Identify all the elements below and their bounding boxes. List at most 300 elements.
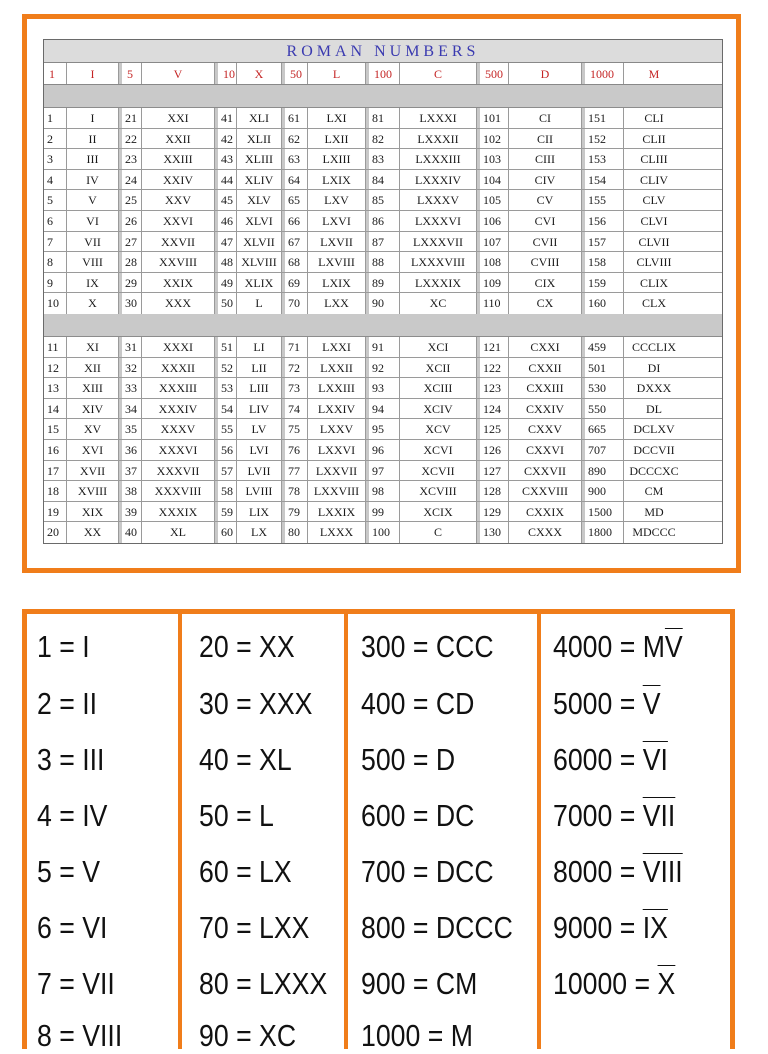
roman-numeral-cell: LXXXVII — [400, 232, 477, 252]
overlined-roman-numeral: $\overline{VII}$ — [642, 798, 676, 833]
conversion-column-4 — [553, 614, 733, 1049]
roman-numeral: LXXX — [259, 966, 328, 1001]
section-divider — [44, 314, 722, 337]
conversion-item — [37, 854, 100, 890]
roman-numeral-cell: DCLXV — [633, 422, 675, 437]
roman-numeral-cell: CXXV — [509, 419, 582, 439]
roman-numeral-cell: CXXX — [509, 522, 582, 543]
number-cell: 121 — [477, 337, 509, 357]
table-header-row — [44, 63, 722, 85]
roman-numeral-cell: XL — [142, 522, 215, 543]
number-cell: 9 — [44, 273, 67, 293]
arabic-number: 90 — [199, 1018, 229, 1053]
number-cell: 81 — [366, 108, 400, 128]
number-cell: 83 — [366, 149, 400, 169]
roman-numeral-cell: XCV — [400, 419, 477, 439]
roman-numeral-cell: CXXVI — [509, 440, 582, 460]
number-cell: 94 — [366, 399, 400, 419]
arabic-number: 3 — [37, 742, 52, 777]
number-cell: 665 — [582, 419, 624, 439]
number-cell: 890 — [582, 461, 624, 481]
table-section-1 — [44, 108, 722, 314]
arabic-number: 5000 — [553, 686, 613, 721]
header-number: 500 — [477, 63, 509, 84]
conversion-item — [361, 686, 474, 722]
roman-numeral-cell: XI — [67, 337, 119, 357]
roman-numeral-cell: XXVII — [142, 232, 215, 252]
number-cell: 21 — [119, 108, 142, 128]
number-cell: 16 — [44, 440, 67, 460]
table-row — [44, 252, 722, 273]
arabic-number: 500 — [361, 742, 406, 777]
number-cell: 109 — [477, 273, 509, 293]
conversion-item — [199, 798, 274, 834]
roman-numeral: XXX — [259, 686, 313, 721]
number-cell: 98 — [366, 481, 400, 501]
equals-sign: = — [612, 910, 643, 945]
table-row — [44, 273, 722, 294]
arabic-number: 2 — [37, 686, 52, 721]
number-cell: 85 — [366, 190, 400, 210]
conversion-item — [361, 910, 513, 946]
conversion-item — [199, 686, 312, 722]
table-row — [44, 419, 722, 440]
roman-numeral-cell: IX — [67, 273, 119, 293]
number-cell: 1800 — [582, 522, 624, 543]
number-cell: 15 — [44, 419, 67, 439]
roman-numeral-cell: LXXXIX — [400, 273, 477, 293]
equals-sign: = — [405, 910, 436, 945]
number-cell: 52 — [215, 358, 237, 378]
number-cell: 99 — [366, 502, 400, 522]
roman-numeral: XX — [259, 629, 295, 664]
roman-numeral-cell: XLIV — [237, 170, 282, 190]
number-cell: 156 — [582, 211, 624, 231]
roman-numeral-cell: LXXVI — [308, 440, 366, 460]
roman-numeral: XC — [259, 1018, 297, 1053]
number-cell: 14 — [44, 399, 67, 419]
roman-numeral-cell: XLVI — [237, 211, 282, 231]
number-cell: 13 — [44, 378, 67, 398]
table-row — [44, 502, 722, 523]
arabic-number: 7 — [37, 966, 52, 1001]
roman-numeral-cell: LIV — [237, 399, 282, 419]
roman-numeral-cell: LX — [237, 522, 282, 543]
roman-numeral-cell: V — [67, 190, 119, 210]
roman-numeral-cell: XXXI — [142, 337, 215, 357]
equals-sign: = — [228, 854, 260, 889]
equals-sign: = — [51, 629, 83, 664]
arabic-number: 7000 — [553, 798, 613, 833]
roman-numeral-cell: CXXII — [509, 358, 582, 378]
roman-numeral-cell: XIX — [67, 502, 119, 522]
number-cell: 101 — [477, 108, 509, 128]
roman-numeral: V — [82, 854, 101, 889]
number-cell: 1 — [44, 108, 67, 128]
roman-numeral-cell: LVII — [237, 461, 282, 481]
conversion-item — [37, 910, 107, 946]
conversion-item — [553, 686, 661, 722]
roman-numeral-cell: CIX — [509, 273, 582, 293]
overlined-roman-numeral: $\overline{IX}$ — [642, 910, 668, 945]
number-cell: 72 — [282, 358, 308, 378]
table-row — [44, 108, 722, 129]
conversion-item — [553, 798, 675, 834]
number-cell: 60 — [215, 522, 237, 543]
roman-numeral-cell: LI — [237, 337, 282, 357]
arabic-number: 900 — [361, 966, 406, 1001]
roman-numeral-cell: LXXIV — [308, 399, 366, 419]
header-number: 100 — [366, 63, 400, 84]
number-cell: 78 — [282, 481, 308, 501]
number-cell: 130 — [477, 522, 509, 543]
arabic-number: 70 — [199, 910, 229, 945]
roman-numeral-cell: XCIV — [400, 399, 477, 419]
number-cell: 66 — [282, 211, 308, 231]
number-cell: 35 — [119, 419, 142, 439]
equals-sign: = — [228, 629, 260, 664]
header-number: 1000 — [582, 63, 624, 84]
conversion-card — [22, 609, 735, 1053]
number-cell: 106 — [477, 211, 509, 231]
number-cell: 105 — [477, 190, 509, 210]
roman-numeral-cell: XVII — [67, 461, 119, 481]
roman-numeral-cell: CM — [644, 484, 664, 499]
conversion-item — [199, 966, 327, 1002]
number-cell: 126 — [477, 440, 509, 460]
roman-numeral-cell: LXI — [308, 108, 366, 128]
conversion-item — [553, 854, 683, 890]
equals-sign: = — [612, 854, 643, 889]
roman-numeral-cell: CLI — [644, 111, 664, 125]
roman-numeral-cell: CLVIII — [636, 255, 672, 270]
table-row — [44, 378, 722, 399]
table-row — [44, 211, 722, 232]
number-cell: 12 — [44, 358, 67, 378]
number-cell: 80 — [282, 522, 308, 543]
number-cell: 53 — [215, 378, 237, 398]
number-cell: 50 — [215, 293, 237, 314]
number-cell: 91 — [366, 337, 400, 357]
roman-numeral-cell: MDCCC — [632, 525, 676, 540]
column-divider — [344, 614, 348, 1049]
conversion-item — [361, 798, 474, 834]
number-cell: 74 — [282, 399, 308, 419]
roman-numeral-cell: CLV — [642, 193, 666, 208]
number-cell: 154 — [582, 170, 624, 190]
number-cell: 45 — [215, 190, 237, 210]
equals-sign: = — [405, 629, 436, 664]
roman-numeral-cell: XXXIX — [142, 502, 215, 522]
equals-sign: = — [228, 910, 260, 945]
table-title: ROMAN NUMBERS — [44, 40, 722, 63]
roman-numeral-cell: XIII — [67, 378, 119, 398]
number-cell: 84 — [366, 170, 400, 190]
roman-numeral: XL — [259, 742, 292, 777]
number-cell: 55 — [215, 419, 237, 439]
number-cell: 8 — [44, 252, 67, 272]
roman-numeral-cell: C — [400, 522, 477, 543]
number-cell: 24 — [119, 170, 142, 190]
roman-numeral-cell: CIV — [509, 170, 582, 190]
roman-numeral: DC — [435, 798, 475, 833]
roman-numeral-cell: LXXXII — [400, 129, 477, 149]
roman-numeral-cell: DL — [646, 401, 662, 416]
equals-sign: = — [51, 910, 83, 945]
number-cell: 87 — [366, 232, 400, 252]
roman-numeral-cell: CLX — [642, 296, 666, 311]
conversion-item — [37, 686, 97, 722]
roman-numeral-cell: LXXXIII — [400, 149, 477, 169]
number-cell: 28 — [119, 252, 142, 272]
arabic-number: 10000 — [553, 966, 628, 1001]
number-cell: 71 — [282, 337, 308, 357]
number-cell: 160 — [582, 293, 624, 314]
table-row — [44, 337, 722, 358]
conversion-item — [37, 798, 107, 834]
number-cell: 22 — [119, 129, 142, 149]
equals-sign: = — [228, 1018, 260, 1053]
roman-numeral-cell: DCCVII — [633, 442, 675, 457]
number-cell: 38 — [119, 481, 142, 501]
roman-numeral: M — [642, 629, 665, 664]
number-cell: 49 — [215, 273, 237, 293]
table-row — [44, 461, 722, 482]
number-cell: 2 — [44, 129, 67, 149]
roman-numeral-cell: XCI — [400, 337, 477, 357]
roman-numeral-cell: CXXIX — [509, 502, 582, 522]
number-cell: 96 — [366, 440, 400, 460]
arabic-number: 300 — [361, 629, 406, 664]
number-cell: 6 — [44, 211, 67, 231]
roman-numeral-cell: LXVII — [308, 232, 366, 252]
roman-numeral-cell: XCVIII — [400, 481, 477, 501]
roman-numeral-cell: CXXVIII — [509, 481, 582, 501]
conversion-item — [199, 910, 309, 946]
number-cell: 41 — [215, 108, 237, 128]
number-cell: 107 — [477, 232, 509, 252]
roman-numeral-cell: XIV — [67, 399, 119, 419]
equals-sign: = — [627, 966, 658, 1001]
roman-numeral-cell: CI — [509, 108, 582, 128]
arabic-number: 4 — [37, 798, 52, 833]
header-number: 1 — [44, 63, 67, 84]
table-row — [44, 170, 722, 191]
conversion-item — [199, 854, 292, 890]
number-cell: 459 — [582, 337, 624, 357]
roman-numeral-cell: LXXXV — [400, 190, 477, 210]
roman-numeral-cell: XCVII — [400, 461, 477, 481]
number-cell: 79 — [282, 502, 308, 522]
roman-numeral-cell: II — [67, 129, 119, 149]
number-cell: 122 — [477, 358, 509, 378]
roman-numeral-cell: XCII — [400, 358, 477, 378]
roman-numeral: M — [450, 1018, 473, 1053]
equals-sign: = — [228, 798, 260, 833]
equals-sign: = — [612, 686, 643, 721]
number-cell: 90 — [366, 293, 400, 314]
roman-numeral-cell: XXIV — [142, 170, 215, 190]
table-row — [44, 232, 722, 253]
number-cell: 100 — [366, 522, 400, 543]
section-divider — [44, 85, 722, 108]
roman-numeral: LXX — [259, 910, 310, 945]
conversion-item — [361, 966, 477, 1002]
roman-numeral-cell: LXV — [308, 190, 366, 210]
equals-sign: = — [51, 686, 83, 721]
roman-numeral-cell: III — [67, 149, 119, 169]
number-cell: 26 — [119, 211, 142, 231]
number-cell: 4 — [44, 170, 67, 190]
number-cell: 5 — [44, 190, 67, 210]
number-cell: 59 — [215, 502, 237, 522]
number-cell: 88 — [366, 252, 400, 272]
roman-numeral-cell: XII — [67, 358, 119, 378]
number-cell: 25 — [119, 190, 142, 210]
number-cell: 37 — [119, 461, 142, 481]
number-cell: 20 — [44, 522, 67, 543]
roman-numeral-cell: CLVI — [640, 213, 668, 228]
roman-numeral-cell: CLVII — [638, 234, 670, 249]
number-cell: 34 — [119, 399, 142, 419]
roman-numeral-cell: XXXVI — [142, 440, 215, 460]
equals-sign: = — [405, 966, 436, 1001]
roman-numeral-cell: CXXI — [509, 337, 582, 357]
roman-numeral-cell: LXIII — [308, 149, 366, 169]
number-cell: 61 — [282, 108, 308, 128]
number-cell: 19 — [44, 502, 67, 522]
number-cell: 108 — [477, 252, 509, 272]
equals-sign: = — [405, 742, 436, 777]
conversion-item — [553, 910, 668, 946]
roman-numeral-cell: LXVIII — [308, 252, 366, 272]
number-cell: 129 — [477, 502, 509, 522]
header-numeral: L — [308, 63, 366, 84]
conversion-item — [361, 1018, 473, 1054]
arabic-number: 6 — [37, 910, 52, 945]
header-number: 50 — [282, 63, 308, 84]
roman-numeral-cell: XC — [400, 293, 477, 314]
table-row — [44, 293, 722, 314]
overlined-roman-numeral: $\overline{X}$ — [657, 966, 676, 1001]
table-section-2 — [44, 337, 722, 543]
roman-numeral-cell: CLIII — [640, 152, 668, 167]
conversion-item — [199, 742, 292, 778]
roman-numeral: VI — [82, 910, 108, 945]
number-cell: 92 — [366, 358, 400, 378]
number-cell: 23 — [119, 149, 142, 169]
roman-numeral-cell: XXVI — [142, 211, 215, 231]
number-cell: 95 — [366, 419, 400, 439]
table-row — [44, 358, 722, 379]
roman-numeral-cell: XXIII — [142, 149, 215, 169]
roman-numeral-cell: LXXXIV — [400, 170, 477, 190]
number-cell: 11 — [44, 337, 67, 357]
number-cell: 63 — [282, 149, 308, 169]
arabic-number: 600 — [361, 798, 406, 833]
arabic-number: 20 — [199, 629, 229, 664]
number-cell: 57 — [215, 461, 237, 481]
roman-numeral-cell: LXXXI — [400, 108, 477, 128]
roman-numeral: L — [259, 798, 274, 833]
header-numeral: C — [400, 63, 477, 84]
roman-numeral-cell: LXII — [308, 129, 366, 149]
roman-numeral-cell: XXVIII — [142, 252, 215, 272]
roman-numeral-cell: X — [67, 293, 119, 314]
number-cell: 82 — [366, 129, 400, 149]
arabic-number: 80 — [199, 966, 229, 1001]
number-cell: 43 — [215, 149, 237, 169]
roman-numeral-cell: CXXIII — [509, 378, 582, 398]
equals-sign: = — [420, 1018, 451, 1053]
number-cell: 501 — [582, 358, 624, 378]
roman-numeral-cell: XCIII — [400, 378, 477, 398]
roman-numeral: LX — [259, 854, 292, 889]
number-cell: 70 — [282, 293, 308, 314]
number-cell: 530 — [582, 378, 624, 398]
equals-sign: = — [405, 854, 436, 889]
roman-numeral-cell: VII — [67, 232, 119, 252]
number-cell: 31 — [119, 337, 142, 357]
arabic-number: 50 — [199, 798, 229, 833]
roman-numeral-cell: I — [67, 108, 119, 128]
arabic-number: 40 — [199, 742, 229, 777]
number-cell: 153 — [582, 149, 624, 169]
roman-numeral-cell: XLV — [237, 190, 282, 210]
number-cell: 102 — [477, 129, 509, 149]
header-number: 10 — [215, 63, 237, 84]
header-numeral: V — [142, 63, 215, 84]
conversion-item — [37, 742, 104, 778]
roman-numeral-cell: CX — [509, 293, 582, 314]
number-cell: 151 — [582, 108, 624, 128]
roman-numeral-cell: LXIX — [308, 170, 366, 190]
header-numeral: M — [648, 67, 660, 81]
number-cell: 47 — [215, 232, 237, 252]
number-cell: 75 — [282, 419, 308, 439]
header-numeral: D — [509, 63, 582, 84]
roman-numeral-cell: LXX — [308, 293, 366, 314]
roman-numeral: DCCC — [435, 910, 513, 945]
roman-numeral-cell: XLIII — [237, 149, 282, 169]
roman-numeral-cell: LXXVII — [308, 461, 366, 481]
number-cell: 67 — [282, 232, 308, 252]
number-cell: 17 — [44, 461, 67, 481]
number-cell: 104 — [477, 170, 509, 190]
roman-numeral-cell: LXXX — [308, 522, 366, 543]
roman-numeral-cell: CVI — [509, 211, 582, 231]
roman-numeral: CCC — [435, 629, 494, 664]
arabic-number: 9000 — [553, 910, 613, 945]
roman-numeral: VII — [82, 966, 115, 1001]
roman-numeral-cell: LXXI — [308, 337, 366, 357]
number-cell: 152 — [582, 129, 624, 149]
number-cell: 3 — [44, 149, 67, 169]
number-cell: 707 — [582, 440, 624, 460]
equals-sign: = — [51, 854, 83, 889]
roman-numeral-cell: DCCCXC — [629, 463, 679, 478]
roman-numeral-cell: DI — [647, 360, 661, 375]
number-cell: 110 — [477, 293, 509, 314]
roman-numeral-cell: LXIX — [308, 273, 366, 293]
conversion-item — [553, 629, 683, 665]
roman-numeral-cell: CXXIV — [509, 399, 582, 419]
roman-numeral-cell: XLI — [237, 108, 282, 128]
arabic-number: 30 — [199, 686, 229, 721]
roman-numeral-cell: XLVIII — [237, 252, 282, 272]
roman-numeral-cell: DXXX — [636, 381, 672, 396]
conversion-item — [199, 1018, 296, 1054]
